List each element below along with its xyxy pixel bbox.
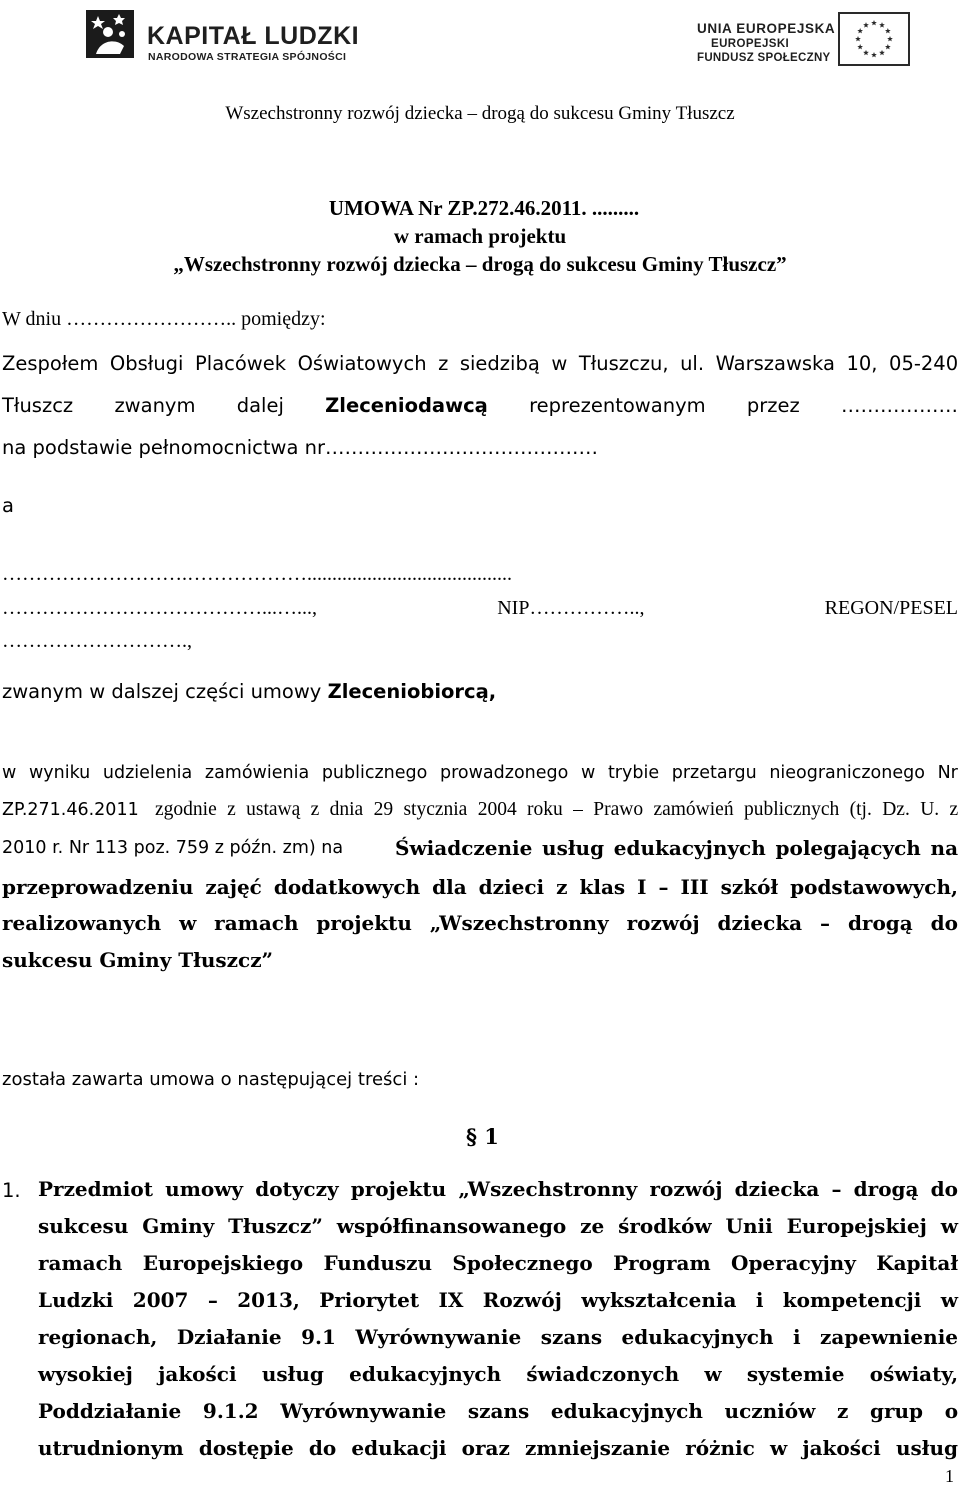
principal-label: Zleceniodawcą xyxy=(325,394,488,417)
item1-word: różnic xyxy=(685,1436,755,1460)
item1-word: 2013, xyxy=(237,1288,300,1312)
item1-word: Europejskiego xyxy=(142,1251,304,1275)
date-blank: …………………….. xyxy=(66,308,237,330)
item1-line xyxy=(38,1214,958,1238)
item1-word: i xyxy=(792,1325,801,1349)
eu-star-icon xyxy=(871,20,877,25)
basis4-word: III xyxy=(680,875,709,899)
party1-word: Warszawska xyxy=(715,352,835,375)
basis2-word: stycznia xyxy=(403,799,468,820)
basis1-word: nieograniczonego xyxy=(769,763,925,783)
party1-word: w xyxy=(551,352,568,375)
eu-line1: UNIA EUROPEJSKA xyxy=(697,21,836,36)
basis2-word: Dz. xyxy=(882,799,910,820)
basis1-word: Nr xyxy=(937,763,958,783)
address-blank: …………………………………...…..., xyxy=(2,597,317,619)
item1-word: Poddziałanie xyxy=(38,1399,182,1423)
item1-line xyxy=(38,1325,958,1349)
item1-word: szans xyxy=(540,1325,603,1349)
word: reprezentowanym xyxy=(529,394,706,417)
item1-line xyxy=(38,1288,958,1312)
date-suffix: pomiędzy: xyxy=(241,308,326,330)
item1-word: Rozwój xyxy=(482,1288,562,1312)
basis2-word: (tj. xyxy=(849,799,872,820)
party1-word: Placówek xyxy=(195,352,287,375)
item1-word: środków xyxy=(618,1214,712,1238)
basis3-word: na xyxy=(930,836,959,860)
item1-line xyxy=(38,1436,958,1460)
date-prefix: W dniu xyxy=(2,308,62,330)
item1-word: sukcesu xyxy=(38,1214,129,1238)
item1-word: Wyrównywanie xyxy=(355,1325,522,1349)
item1-word: edukacyjnych xyxy=(550,1399,703,1423)
basis1-word: trybie xyxy=(607,763,660,783)
contractor-label: Zleceniobiorcą, xyxy=(327,680,497,703)
item1-word: Unii xyxy=(725,1214,773,1238)
party1-word: z xyxy=(438,352,449,375)
item-number: 1. xyxy=(2,1179,21,1202)
basis5-word: dziecka xyxy=(717,911,803,935)
basis5-word: w xyxy=(179,911,197,935)
power-of-attorney-blank: …………………………………… xyxy=(324,436,598,459)
party1-word: ul. xyxy=(680,352,705,375)
basis2-word: z xyxy=(949,799,959,820)
basis-line3a: 2010 r. Nr 113 poz. 759 z późn. zm) na xyxy=(2,838,344,858)
basis2-word: zgodnie xyxy=(155,799,217,820)
item1-word: Kapitał xyxy=(876,1251,959,1275)
basis4-word: zajęć xyxy=(205,875,262,899)
basis5-word: ramach xyxy=(214,911,299,935)
basis2-word: 29 xyxy=(373,799,394,820)
item1-word: Europejskiej xyxy=(786,1214,927,1238)
item1-word: usług xyxy=(261,1362,324,1386)
basis1-word: zamówienia xyxy=(204,763,310,783)
nip-label: NIP xyxy=(497,597,530,619)
item1-word: z xyxy=(836,1399,849,1423)
basis5-word: realizowanych xyxy=(2,911,162,935)
contract-subtitle: w ramach projektu xyxy=(393,224,567,248)
eu-star-icon xyxy=(885,44,891,49)
agreement-intro: została zawarta umowa o następującej treści : xyxy=(2,1069,420,1090)
item1-word: regionach, xyxy=(38,1325,158,1349)
item1-word: projektu xyxy=(350,1177,447,1201)
item1-word: ramach xyxy=(38,1251,123,1275)
item1-word: usług xyxy=(895,1436,958,1460)
party1-word: 05-240 xyxy=(889,352,959,375)
item1-word: drogą xyxy=(853,1177,919,1201)
basis2-word: zamówień xyxy=(653,799,734,820)
basis1-word: w xyxy=(2,763,17,783)
eu-star-icon xyxy=(857,44,863,49)
word: Tłuszcz xyxy=(2,394,74,417)
item1-word: oraz xyxy=(461,1436,510,1460)
party1-word: Obsługi xyxy=(109,352,184,375)
eu-star-icon xyxy=(857,28,863,33)
item1-word: i xyxy=(755,1288,764,1312)
item1-word: dostępie xyxy=(198,1436,294,1460)
item1-word: do xyxy=(930,1177,958,1201)
basis-line6: sukcesu Gminy Tłuszcz” xyxy=(2,948,274,972)
basis4-word: dodatkowych xyxy=(273,875,421,899)
basis4-word: I xyxy=(637,875,647,899)
item1-word: szans xyxy=(467,1399,530,1423)
item1-word: oświaty, xyxy=(869,1362,959,1386)
item1-word: Gminy xyxy=(142,1214,215,1238)
eu-star-icon xyxy=(879,22,885,27)
item1-word: dotyczy xyxy=(255,1177,339,1201)
item1-word: jakości xyxy=(802,1436,881,1460)
section-number: § 1 xyxy=(466,1124,499,1149)
basis5-word: rozwój xyxy=(626,911,700,935)
word: przez xyxy=(746,394,800,417)
item1-word: Wyrównywanie xyxy=(280,1399,447,1423)
basis2-word: U. xyxy=(920,799,940,820)
basis3-word: usług xyxy=(542,836,605,860)
power-of-attorney-label: na podstawie pełnomocnictwa nr xyxy=(2,436,325,459)
party1-line1 xyxy=(2,352,958,375)
eu-star-icon xyxy=(863,50,869,55)
party1-word: 10, xyxy=(846,352,878,375)
word: zwanym xyxy=(114,394,196,417)
item1-word: Program xyxy=(613,1251,711,1275)
representative-blank: ……………… xyxy=(841,394,959,417)
item1-line xyxy=(38,1177,958,1201)
basis-line2b xyxy=(155,799,958,821)
item1-word: Funduszu xyxy=(323,1251,433,1275)
item1-word: Priorytet xyxy=(319,1288,420,1312)
page-number: 1 xyxy=(945,1466,954,1486)
item1-word: 9.1.2 xyxy=(202,1399,259,1423)
basis4-word: klas xyxy=(579,875,626,899)
date-line xyxy=(2,308,326,331)
eu-stars-icon xyxy=(840,14,908,64)
item1-word: 2007 xyxy=(132,1288,189,1312)
basis-line5 xyxy=(2,911,958,935)
item1-word: wysokiej xyxy=(38,1362,133,1386)
basis2-word: – xyxy=(573,799,583,820)
basis5-word: drogą xyxy=(847,911,913,935)
item1-word: wykształcenia xyxy=(581,1288,737,1312)
logo-subtitle: NARODOWA STRATEGIA SPÓJNOŚCI xyxy=(148,51,347,63)
project-name: „Wszechstronny rozwój dziecka – drogą do sukcesu Gminy Tłuszcz” xyxy=(173,252,787,276)
item1-word: umowy xyxy=(165,1177,244,1201)
item1-word: do xyxy=(308,1436,337,1460)
regon-label: REGON/PESEL xyxy=(824,597,959,619)
party1-line3 xyxy=(2,436,598,459)
basis5-word: „Wszechstronny xyxy=(429,911,609,935)
item1-line xyxy=(38,1399,958,1423)
logo-title: KAPITAŁ LUDZKI xyxy=(147,22,360,50)
basis1-word: wyniku xyxy=(28,763,91,783)
item1-word: – xyxy=(207,1288,218,1312)
basis2-word: 2004 xyxy=(477,799,517,820)
party2-name-blank: ……………………….………………......................................... xyxy=(2,563,512,585)
basis1-word: publicznego xyxy=(321,763,428,783)
word: dalej xyxy=(236,394,284,417)
item1-word: Operacyjny xyxy=(731,1251,856,1275)
basis1-word: w xyxy=(580,763,596,783)
basis1-word: prowadzonego xyxy=(439,763,569,783)
eu-line2: EUROPEJSKI xyxy=(711,38,790,50)
eu-star-icon xyxy=(855,36,861,41)
basis2-word: z xyxy=(310,799,320,820)
party2-designation xyxy=(2,680,496,703)
item1-word: Działanie xyxy=(176,1325,282,1349)
designation-prefix: zwanym w dalszej części umowy xyxy=(2,680,322,703)
basis-line2a: ZP.271.46.2011 xyxy=(2,800,139,820)
item1-word: zapewnienie xyxy=(820,1325,959,1349)
item1-word: w xyxy=(704,1362,722,1386)
item1-word: kompetencji xyxy=(782,1288,922,1312)
conjunction: a xyxy=(2,494,14,517)
party1-word: siedzibą xyxy=(459,352,540,375)
item1-word: 9.1 xyxy=(301,1325,336,1349)
item1-word: dziecka xyxy=(734,1177,820,1201)
item1-word: w xyxy=(769,1436,788,1460)
basis-line4 xyxy=(2,875,958,899)
basis4-word: – xyxy=(658,875,669,899)
basis4-word: dla xyxy=(432,875,467,899)
item1-word: IX xyxy=(438,1288,464,1312)
contract-title: UMOWA Nr ZP.272.46.2011. ......... xyxy=(328,196,640,220)
party1-word: Oświatowych xyxy=(297,352,427,375)
item1-word: Przedmiot xyxy=(38,1177,153,1201)
item1-word: o xyxy=(944,1399,959,1423)
item1-word: uczniów xyxy=(724,1399,816,1423)
regon-blank: ………………………., xyxy=(2,630,192,652)
basis3-word: edukacyjnych xyxy=(613,836,766,860)
basis-line3b xyxy=(395,836,958,860)
nip-blank: …………….., xyxy=(529,597,645,619)
basis3-word: polegających xyxy=(775,836,921,860)
eu-star-icon xyxy=(887,36,893,41)
item1-word: systemie xyxy=(746,1362,845,1386)
item1-word: – xyxy=(831,1177,842,1201)
item1-word: Ludzki xyxy=(38,1288,114,1312)
item1-word: zmniejszanie xyxy=(524,1436,671,1460)
item1-word: ze xyxy=(580,1214,605,1238)
basis1-word: przetargu xyxy=(671,763,757,783)
basis5-word: projektu xyxy=(316,911,412,935)
basis4-word: przeprowadzeniu xyxy=(2,875,194,899)
nip-group xyxy=(497,597,644,619)
basis2-word: publicznych xyxy=(743,799,840,820)
item1-word: edukacji xyxy=(351,1436,447,1460)
eu-line3: FUNDUSZ SPOŁECZNY xyxy=(697,52,831,64)
basis5-word: – xyxy=(820,911,831,935)
basis2-word: dnia xyxy=(329,799,364,820)
basis1-word: udzielenia xyxy=(102,763,193,783)
eu-star-icon xyxy=(879,50,885,55)
basis4-word: podstawowych, xyxy=(790,875,958,899)
party1-line2 xyxy=(2,394,958,417)
item1-line xyxy=(38,1251,958,1275)
item1-word: w xyxy=(940,1214,958,1238)
basis4-word: dzieci xyxy=(478,875,545,899)
eu-star-icon xyxy=(863,22,869,27)
basis2-word: Prawo xyxy=(593,799,644,820)
basis4-word: z xyxy=(556,875,568,899)
item1-word: w xyxy=(940,1288,958,1312)
item1-line xyxy=(38,1362,958,1386)
item1-word: współfinansowanego xyxy=(336,1214,567,1238)
item1-word: utrudnionym xyxy=(38,1436,184,1460)
eu-star-icon xyxy=(871,52,877,57)
basis2-word: roku xyxy=(527,799,563,820)
item1-word: jakości xyxy=(158,1362,237,1386)
party1-word: Zespołem xyxy=(2,352,99,375)
item1-word: edukacyjnych xyxy=(621,1325,774,1349)
item1-word: grup xyxy=(869,1399,924,1423)
item1-word: Społecznego xyxy=(452,1251,593,1275)
eu-star-icon xyxy=(885,28,891,33)
basis4-word: szkół xyxy=(720,875,779,899)
party1-word: Tłuszczu, xyxy=(578,352,669,375)
item1-word: rozwój xyxy=(649,1177,723,1201)
basis2-word: z xyxy=(227,799,236,820)
kapital-ludzki-emblem xyxy=(86,10,134,58)
party2-ids-line xyxy=(2,597,958,620)
basis2-word: ustawą xyxy=(246,799,301,820)
eu-flag-icon xyxy=(838,12,910,66)
people-stars-icon xyxy=(86,10,134,58)
item1-word: Tłuszcz” xyxy=(228,1214,323,1238)
basis5-word: do xyxy=(930,911,958,935)
item1-word: „Wszechstronny xyxy=(458,1177,638,1201)
document-header: Wszechstronny rozwój dziecka – drogą do sukcesu Gminy Tłuszcz xyxy=(225,103,735,124)
item1-word: świadczonych xyxy=(526,1362,680,1386)
item1-word: edukacyjnych xyxy=(349,1362,502,1386)
basis-line1 xyxy=(2,763,958,783)
basis3-word: Świadczenie xyxy=(395,836,533,860)
